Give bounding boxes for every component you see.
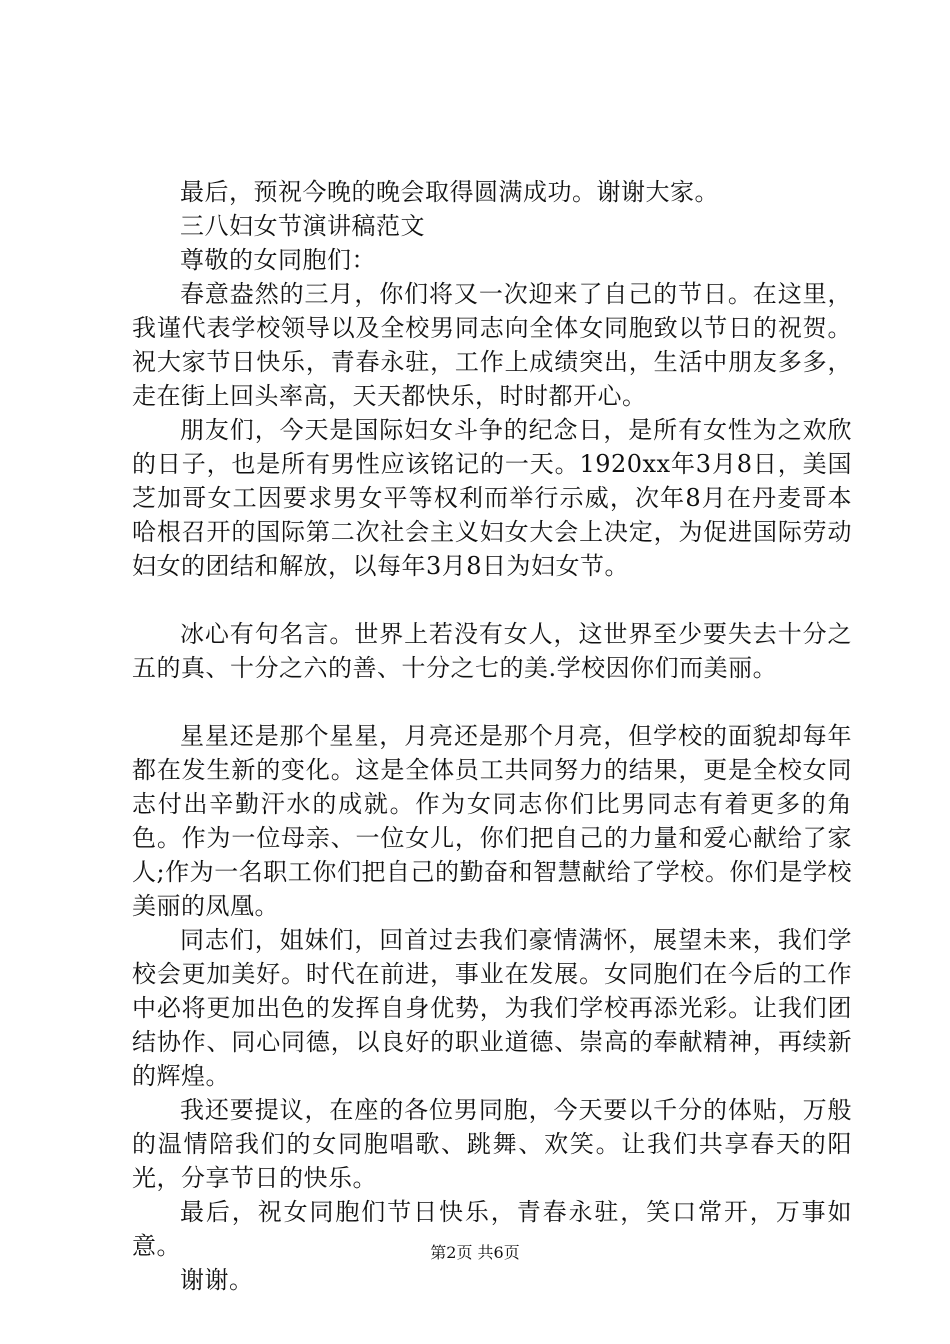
salutation: 尊敬的女同胞们： [180,246,376,274]
paragraph-womens-day-history: 朋友们，今天是国际妇女斗争的纪念日，是所有女性为之欢欣的日子，也是所有男性应该铭记的一天。1920xx年3月8日，美国芝加哥女工因要求男女平等权利而举行示威，次年8月在丹麦哥本哈根召开的国际第二次社会主义妇女大会上决定，为促进国际劳动妇女的团结和解放，以每年3月8日为妇女节。 [132,416,852,580]
page-indicator: 第2页 共6页 [430,1243,520,1262]
paragraph-closing-wish: 最后，预祝今晚的晚会取得圆满成功。谢谢大家。 [180,178,719,206]
paragraph-school-change: 星星还是那个星星，月亮还是那个月亮，但学校的面貌却每年都在发生新的变化。这是全体员工共同努力的结果，更是全校女同志付出辛勤汗水的成就。作为女同志你们比男同志有着更多的角色。作为一位母亲、一位女儿，你们把自己的力量和爱心献给了家人;作为一名职工你们把自己的勤奋和智慧献给了学校。你们是学校美丽的凤凰。 [132,722,852,920]
paragraph-bingxin-quote: 冰心有句名言。世界上若没有女人，这世界至少要失去十分之五的真、十分之六的善、十分之七的美.学校因你们而美丽。 [132,620,852,682]
speech-title: 三八妇女节演讲稿范文 [180,212,425,240]
paragraph-proposal: 我还要提议，在座的各位男同胞，今天要以千分的体贴，万般的温情陪我们的女同胞唱歌、跳舞、欢笑。让我们共享春天的阳光，分享节日的快乐。 [132,1096,852,1192]
paragraph-final-wish: 最后，祝女同胞们节日快乐，青春永驻，笑口常开，万事如意。 [132,1198,852,1260]
document-body [132,175,852,1297]
paragraph-comrades: 同志们，姐妹们，回首过去我们豪情满怀，展望未来，我们学校会更加美好。时代在前进，事业在发展。女同胞们在今后的工作中必将更加出色的发挥自身优势，为我们学校再添光彩。让我们团结协作、同心同德，以良好的职业道德、崇高的奉献精神，再续新的辉煌。 [132,926,852,1090]
paragraph-thanks: 谢谢。 [180,1266,254,1294]
paragraph-spring-greeting: 春意盎然的三月，你们将又一次迎来了自己的节日。在这里，我谨代表学校领导以及全校男同志向全体女同胞致以节日的祝贺。祝大家节日快乐，青春永驻，工作上成绩突出，生活中朋友多多，走在街上回头率高，天天都快乐，时时都开心。 [132,280,852,410]
